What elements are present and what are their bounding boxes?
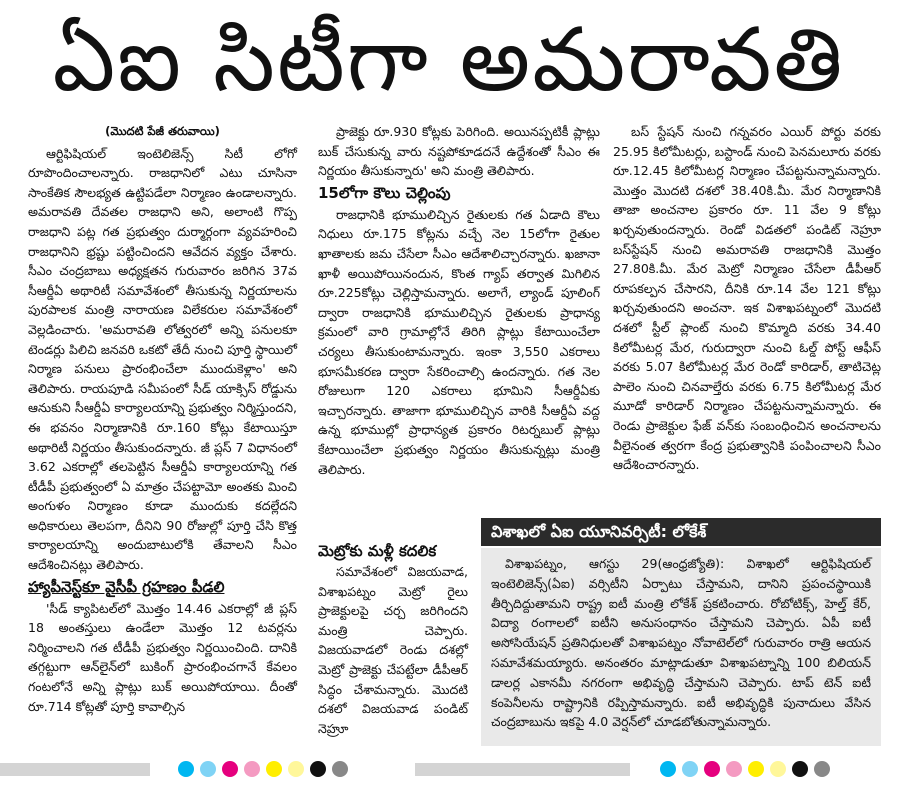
color-dot [222,761,238,777]
box-paragraph: విశాఖపట్నం, ఆగస్టు 29(ఆంధ్రజ్యోతి): విశాఖలో ఆర్టిఫిషియల్ ఇంటెలిజెన్స్(ఏఐ) వర్సిటీని ఏర్పాటు చేస్తామని, దానిని ప్రపంచస్థాయికి తీర్చిదిద్దుతామని రాష్ట్ర ఐటీ మంత్రి లోకేశ్ ప్రకటించారు. రోబోటిక్స్, హెల్త్ కేర్, విద్యా రంగాలలో ఐటీని అనుసంధానం చేస్తామని చెప్పారు. ఏపీ ఐటీ అసోసియేషన్ ప్రతినిధులతో విశాఖపట్నం నోవాటెల్‌లో గురువారం రాత్రి ఆయన సమావేశమయ్యారు. అనంతరం మాట్లాడుతూ విశాఖపట్నాన్ని 100 బిలియన్ డాలర్ల ఎకానమీ నగరంగా అభివృద్ధి చేస్తామని చెప్పారు. టాప్ టెన్ ఐటీ కంపెనీలను రాష్ట్రానికి రప్పిస్తామన్నారు. ఐటీ అభివృద్ధికి పునాదులు వేసిన చంద్రబాబును ఇకపై 4.0 వెర్షన్‌లో చూడబోతున్నామన్నారు. [491,556,871,730]
color-dot [178,761,194,777]
color-dot [814,761,830,777]
color-dot [770,761,786,777]
color-dot [200,761,216,777]
paragraph: ఆర్టిఫిషియల్ ఇంటెలిజెన్స్ సిటీ లోగో రూపొందించాలన్నారు. రాజధానిలో ఎటు చూసినా సాంకేతిక సౌలభ్యత ఉట్టిపడేలా నిర్మాణం ఉండాలన్నారు. అమరావతి దేవతల రాజధాని అని, అలాంటి గొప్ప రాజధాని పట్ల గత ప్రభుత్వం దుర్మార్గంగా వ్యవహరించి రాజధానిని భ్రష్టు పట్టించిందని ఆవేదన వ్యక్తం చేశారు. సీఎం చంద్రబాబు అధ్యక్షతన గురువారం జరిగిన 37వ సీఆర్డీఏ అథారిటీ సమావేశంలో తీసుకున్న నిర్ణయాలను పురపాలక మంత్రి నారాయణ విలేకరుల సమావేశంలో వెల్లడించారు. 'అమరావతి లోత్వరలో అన్ని పనులకూ టెండర్లు పిలిచి జనవరి ఒకటో తేదీ నుంచి పూర్తి స్థాయిలో నిర్మాణ పనులు ప్రారంభించేలా ముందుకెళ్లాం' అని తెలిపారు. రాయపూడి సమీపంలో సీడ్ యాక్సిస్ రోడ్డును ఆనుకుని సీఆర్డీఏ కార్యాలయాన్ని ప్రభుత్వం నిర్మిస్తుందని, ఈ భవనం నిర్మాణానికి రూ.160 కోట్లు కేటాయిస్తూ అథారిటీ నిర్ణయం తీసుకుందన్నారు. జీ ప్లస్ 7 విధానంలో 3.62 ఎకరాల్లో తలపెట్టిన సీఆర్డీఏ కార్యాలయాన్ని గత టీడీపీ ప్రభుత్వంలో ఏ మాత్రం చేపట్టామో అంతకు మించి అంగుళం నిర్మాణం కూడా ముందుకు కదల్లేదని అధికారులు తెలపగా, దీనిని 90 రోజుల్లో పూర్తి చేసి కొత్త కార్యాలయాన్ని అందుబాటులోకి తేవాలని సీఎం ఆదేశించినట్లు తెలిపారు. [28,145,297,573]
subheading: 15లోగా కౌలు చెల్లింపు [318,183,451,202]
grey-bar [0,763,150,776]
paragraph: 'సీడ్ క్యాపిటల్‌లో మొత్తం 14.46 ఎకరాల్లో జీ ప్లస్ 18 అంతస్తులు ఉండేలా మొత్తం 12 టవర్లను నిర్మించాలని గత టీడీపీ ప్రభుత్వం నిర్ణయించింది. దానికి తగ్గట్టుగా ఆన్‌లైన్‌లో బుకింగ్ ప్రారంభించగానే కేవలం గంటలోనే అన్ని ప్లాట్లు బుక్ అయిపోయాయి. దీంతో రూ.714 కోట్లతో పూర్తి కావాల్సిన [28,600,297,714]
sidebar-box [481,548,881,746]
color-dot [310,761,326,777]
color-dot [244,761,260,777]
color-dot [266,761,282,777]
article-column-1 [28,122,297,717]
color-dot [704,761,720,777]
color-dot [288,761,304,777]
paragraph: ప్రాజెక్టు రూ.930 కోట్లకు పెరిగింది. అయినప్పటికీ ప్లాట్లు బుక్ చేసుకున్న వారు నష్టపోకూడదనే ఉద్దేశంతో సీఎం ఈ నిర్ణయం తీసుకున్నారు' అని మంత్రి తెలిపారు. [318,124,600,179]
paragraph: రాజధానికి భూములిచ్చిన రైతులకు గత ఏడాది కౌలు నిధులు రూ.175 కోట్లను వచ్చే నెల 15లోగా రైతుల ఖాతాలకు జమ చేసేలా సీఎం ఆదేశాలిచ్చారన్నారు. ఖజానా ఖాళీ అయిపోయినందున, కొంత గ్యాప్ తర్వాత మిగిలిన రూ.225కోట్లు చెల్లిస్తామన్నారు. అలాగే, ల్యాండ్ పూలింగ్ ద్వారా రాజధానికి భూములిచ్చిన రైతులకు ప్రాధాన్య క్రమంలో వారి గ్రామాల్లోనే తిరిగి ప్లాట్లు కేటాయించేలా చర్యలు తీసుకుంటామన్నారు. ఇంకా 3,550 ఎకరాలు భూసమీకరణ ద్వారా సేకరించాల్సి ఉందన్నారు. గత నెల రోజులుగా 120 ఎకరాలు భూమిని సీఆర్డీఏకు ఇచ్చారన్నారు. తాజాగా భూములిచ్చిన వారికి సీఆర్డీఏ వద్ద ఉన్న భూముల్లో ప్రాధాన్యత ప్రకారం రిటర్నబుల్ ప్లాట్లు కేటాయించేలా ప్రభుత్వం నిర్ణయం తీసుకున్నట్లు మంత్రి తెలిపారు. [318,206,600,477]
color-dot [748,761,764,777]
box-heading: విశాఖలో ఏఐ యూనివర్సిటీ: లోకేశ్ [481,518,881,546]
color-dot [332,761,348,777]
color-dot [726,761,742,777]
color-dot [682,761,698,777]
article-column-3 [613,122,881,476]
continued-note: (మొదటి పేజీ తరువాయి) [105,124,220,138]
paragraph: సమావేశంలో విజయవాడ, విశాఖపట్నం మెట్రో రైలు ప్రాజెక్టులపై చర్చ జరిగిందని మంత్రి చెప్పారు. విజయవాడలో రెండు దశల్లో మెట్రో ప్రాజెక్టు చేపట్టేలా డీపీఆర్ సిద్ధం చేశామన్నారు. మొదటి దశలో విజయవాడ పండిట్ నెహ్రూ [318,564,468,736]
subheading: మెట్రోకు మళ్లీ కదలిక [318,542,437,560]
article-column-2 [318,122,600,480]
color-dot [660,761,676,777]
subheading: హ్యాపీనెస్ట్‌కూ వైసీపీ గ్రహణం పీడలి [28,577,225,596]
article-column-2-lower [318,540,468,738]
grey-bar [415,763,630,776]
headline: ఏఐ సిటీగా అమరావతి [52,8,845,111]
color-dot [792,761,808,777]
paragraph: బస్ స్టేషన్ నుంచి గన్నవరం ఎయిర్ పోర్టు వరకు 25.95 కిలోమీటర్లు, బస్టాండ్ నుంచి పెనమలూరు వరకు రూ.12.45 కిలోమీటర్ల నిర్మాణం చేపట్టనున్నామన్నారు. మొత్తం మొదటి దశలో 38.40కి.మీ. మేర నిర్మాణానికి తాజా అంచనాల ప్రకారం రూ. 11 వేల 9 కోట్లు ఖర్చవుతుందన్నారు. రెండో విడతలో పండిట్ నెహ్రూ బస్‌స్టేషన్ నుంచి అమరావతి రాజధానికి మొత్తం 27.80కి.మీ. మేర మెట్రో నిర్మాణం చేసేలా డీపీఆర్ రూపకల్పన చేసారని, దీనికి రూ.14 వేల 121 కోట్లు ఖర్చవుతుందని అంచనా. ఇక విశాఖపట్నంలో మొదటి దశలో స్టీల్ ప్లాంట్ నుంచి కొమ్మాది వరకు 34.40 కిలోమీటర్ల మేర, గురుద్వారా నుంచి ఓల్డ్ పోస్ట్ ఆఫీస్ వరకు 5.07 కిలోమీటర్ల మేర రెండో కారిడార్, తాటిచెట్ల పాలెం నుంచి చినవాల్తేరు వరకు 6.75 కిలోమీటర్ల మేర మూడో కారిడార్ నిర్మాణం చేపట్టనున్నామన్నారు. ఈ రెండు ప్రాజెక్టుల ఫేజ్ వన్‌కు సంబంధించిన అంచనాలను వీలైనంత త్వరగా కేంద్ర ప్రభుత్వానికి పంపించాలని సీఎం ఆదేశించారన్నారు. [613,124,881,473]
